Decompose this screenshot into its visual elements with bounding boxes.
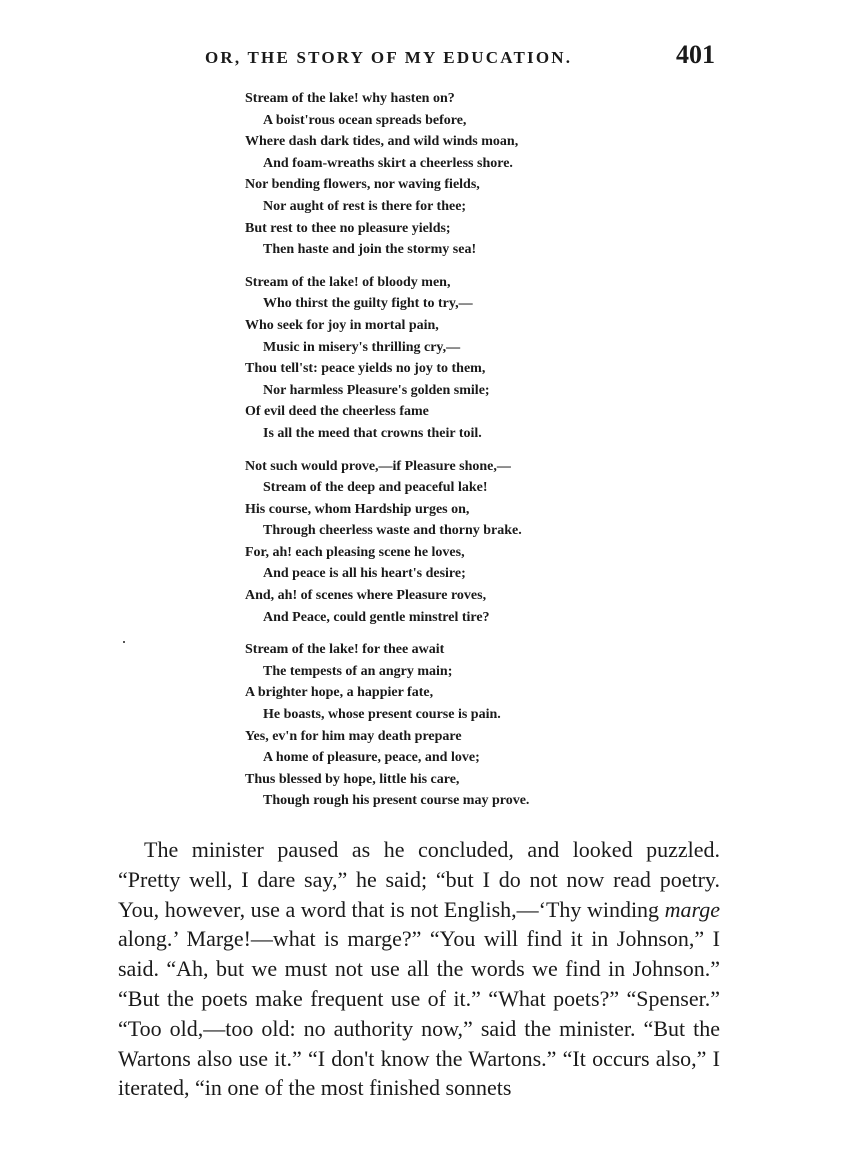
prose-text: along.’ Marge!—what is marge?” “You will find it in Johnson,” I said. “Ah, but we must not use all the words we find in Johnson.” “But the poets make frequent use of it.” “What poets?” “Spenser.” “Too old,—too old: no authority now,” said the minister. “But the Wartons also use it.” “I don't know the Wartons.” “It occurs also,” I iterated, “in one of the most finished sonnets xyxy=(118,926,720,1101)
poem-line: His course, whom Hardship urges on, xyxy=(245,501,470,517)
poem-line: And Peace, could gentle minstrel tire? xyxy=(263,609,490,625)
poem-line: And foam-wreaths skirt a cheerless shore. xyxy=(263,155,513,171)
poem-line: Stream of the lake! why hasten on? xyxy=(245,91,455,106)
poem-line: Through cheerless waste and thorny brake. xyxy=(263,523,522,539)
page-number: 401 xyxy=(676,40,715,69)
poem-line: And peace is all his heart's desire; xyxy=(263,566,466,582)
poem-line: And, ah! of scenes where Pleasure roves, xyxy=(245,588,487,604)
prose-body xyxy=(118,835,720,1103)
poem-line: Thus blessed by hope, little his care, xyxy=(245,771,460,787)
poem-line: Stream of the lake! for thee await xyxy=(245,642,445,658)
poem-stanza xyxy=(245,272,645,445)
poem-line: He boasts, whose present course is pain. xyxy=(263,707,501,723)
poem-line: Of evil deed the cheerless fame xyxy=(245,404,429,420)
poem-line: Music in misery's thrilling cry,— xyxy=(263,339,461,355)
poem-line: For, ah! each pleasing scene he loves, xyxy=(245,544,465,560)
poem-line: Who thirst the guilty fight to try,— xyxy=(263,296,473,312)
poem xyxy=(245,88,645,823)
poem-line: Though rough his present course may prove. xyxy=(263,793,530,809)
prose-text: The minister paused as he concluded, and looked puzzled. “Pretty well, I dare say,” he said; “but I do not now read poetry. You, however, use a word that is not English,—‘Thy winding xyxy=(118,837,720,922)
poem-line: But rest to thee no pleasure yields; xyxy=(245,220,451,236)
prose-paragraph xyxy=(118,835,720,1103)
poem-line: Is all the meed that crowns their toil. xyxy=(263,425,482,441)
poem-line: A home of pleasure, peace, and love; xyxy=(263,750,480,766)
poem-line: Who seek for joy in mortal pain, xyxy=(245,317,439,333)
running-title: OR, THE STORY OF MY EDUCATION. xyxy=(205,48,573,67)
poem-line: Nor aught of rest is there for thee; xyxy=(263,198,467,214)
poem-line: Stream of the deep and peaceful lake! xyxy=(263,480,488,496)
poem-line: Stream of the lake! of bloody men, xyxy=(245,274,451,290)
poem-line: Nor harmless Pleasure's golden smile; xyxy=(263,382,490,398)
poem-line: A boist'rous ocean spreads before, xyxy=(263,112,467,128)
poem-line: Nor bending flowers, nor waving fields, xyxy=(245,177,480,193)
poem-stanza xyxy=(245,639,645,812)
poem-line: Thou tell'st: peace yields no joy to them, xyxy=(245,361,486,377)
poem-line: Not such would prove,—if Pleasure shone,— xyxy=(245,458,511,474)
print-speck xyxy=(123,641,125,643)
prose-emphasis: marge xyxy=(664,896,720,922)
poem-line: Yes, ev'n for him may death prepare xyxy=(245,728,462,744)
page-header xyxy=(205,38,715,78)
poem-line: Where dash dark tides, and wild winds moan, xyxy=(245,134,519,150)
poem-line: A brighter hope, a happier fate, xyxy=(245,685,434,701)
poem-stanza xyxy=(245,456,645,629)
poem-line: The tempests of an angry main; xyxy=(263,663,453,679)
poem-line: Then haste and join the stormy sea! xyxy=(263,242,477,258)
poem-stanza xyxy=(245,88,645,261)
